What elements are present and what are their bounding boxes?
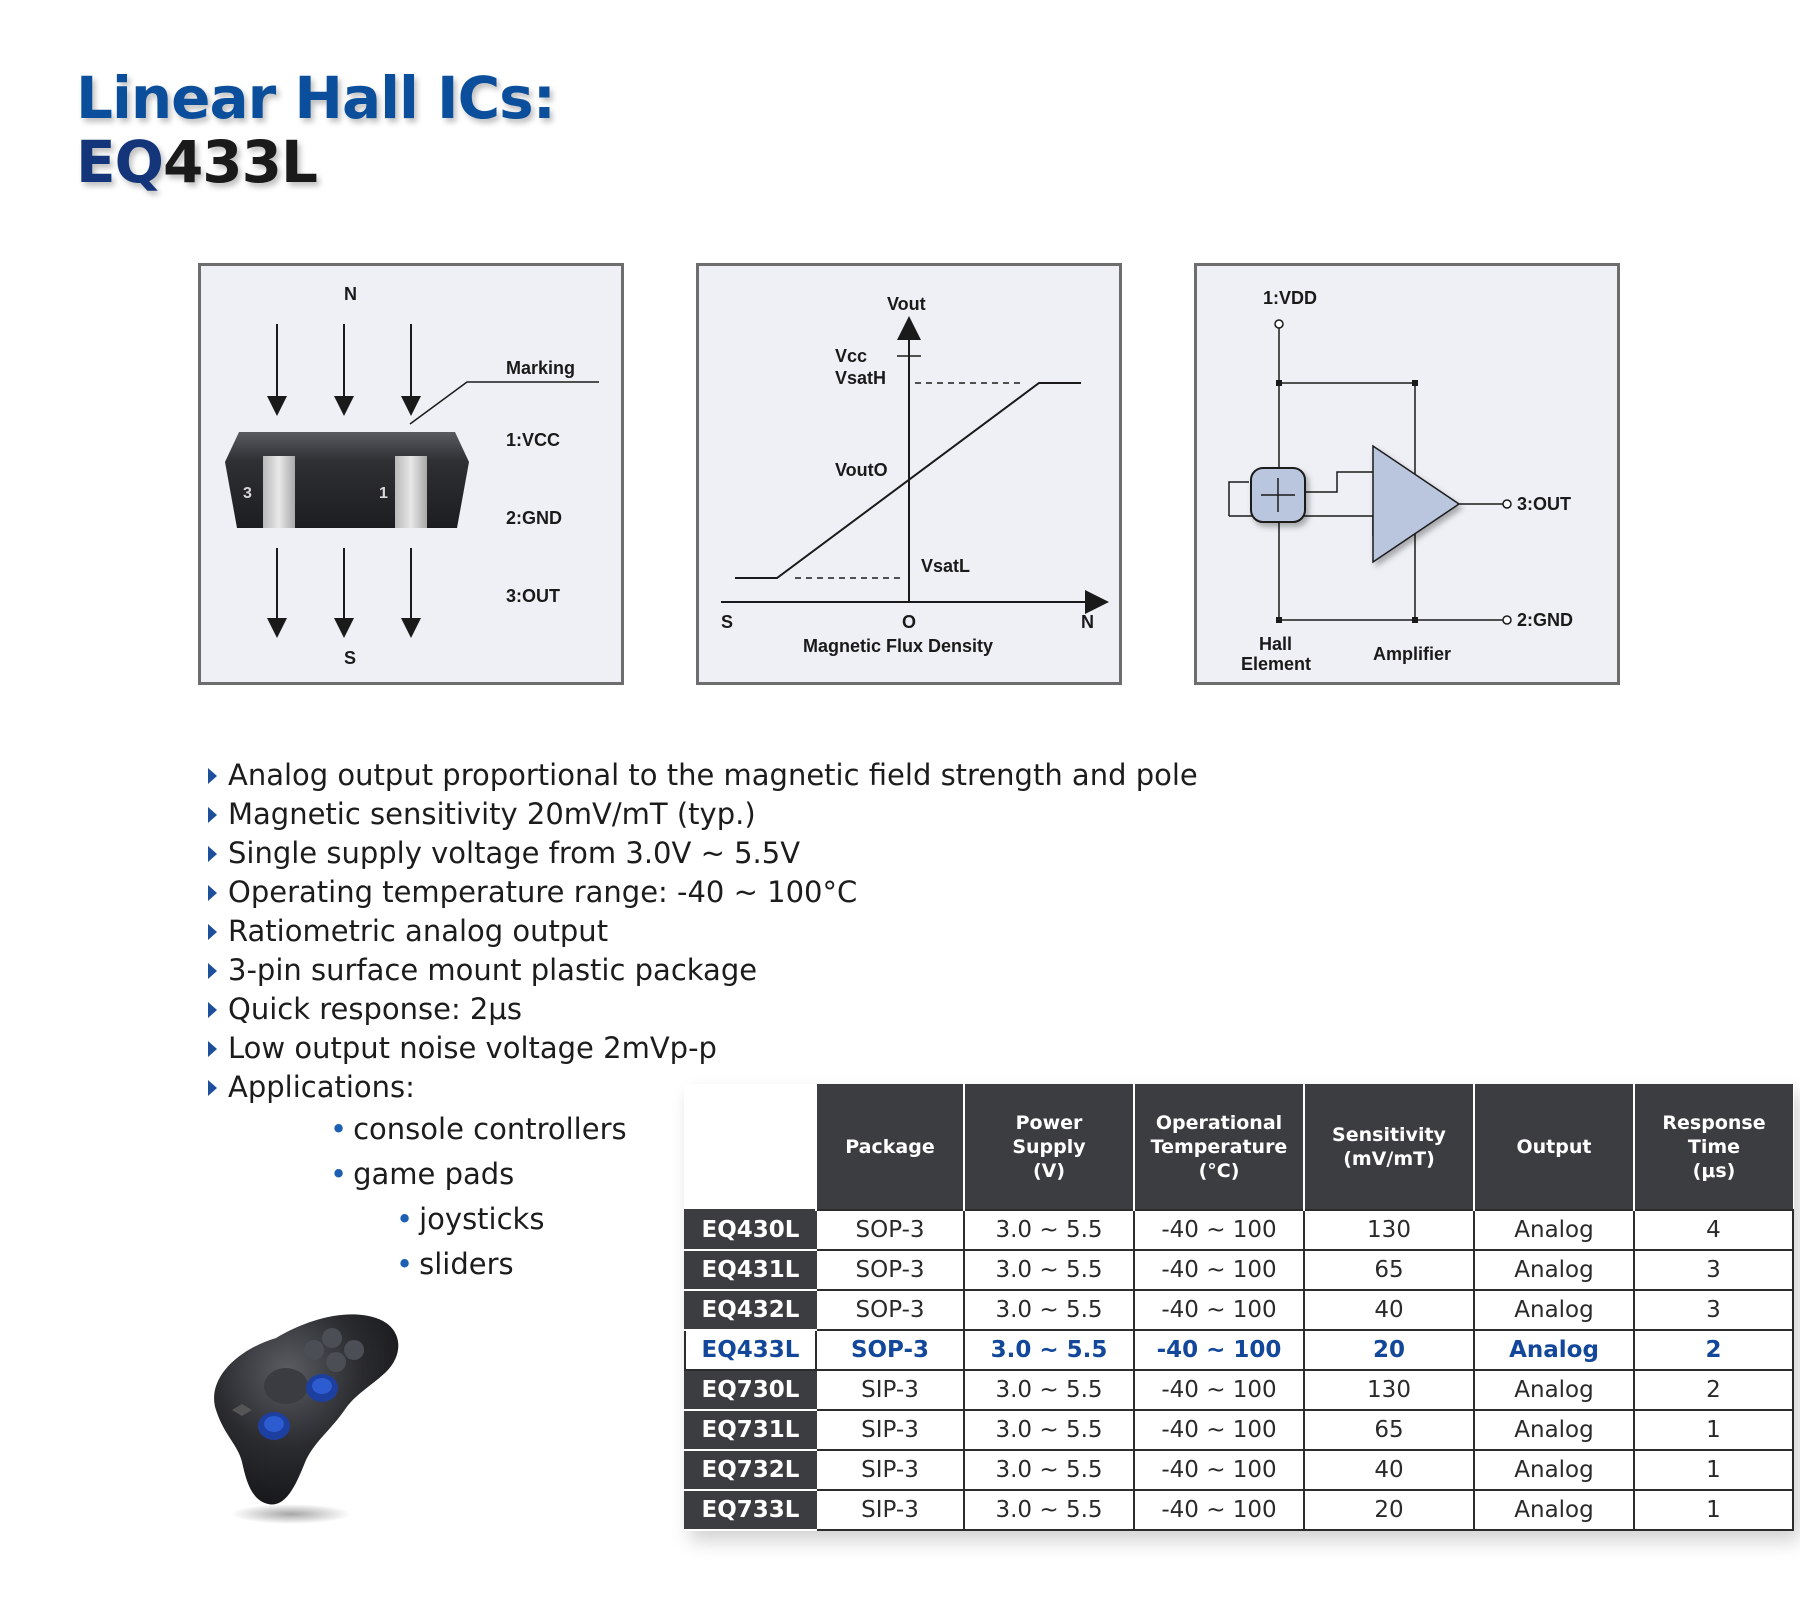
model-cell: EQ733L [685, 1490, 816, 1530]
table-row [685, 1450, 1793, 1490]
x-origin-label: O [902, 612, 917, 632]
transfer-graph [696, 263, 1122, 685]
feature-item-applications: Applications: [206, 1068, 1198, 1107]
vcc-label: Vcc [835, 346, 868, 366]
temperature-cell: -40 ~ 100 [1134, 1250, 1304, 1290]
supply-cell: 3.0 ~ 5.5 [964, 1370, 1134, 1410]
sensitivity-cell: 130 [1304, 1210, 1474, 1250]
response-cell: 1 [1634, 1410, 1793, 1450]
supply-cell: 3.0 ~ 5.5 [964, 1410, 1134, 1450]
temperature-cell: -40 ~ 100 [1134, 1410, 1304, 1450]
vsatl-label: VsatL [921, 556, 971, 576]
output-cell: Analog [1474, 1450, 1634, 1490]
response-cell: 3 [1634, 1290, 1793, 1330]
supply-cell: 3.0 ~ 5.5 [964, 1450, 1134, 1490]
response-cell: 3 [1634, 1250, 1793, 1290]
pole-south-label: S [344, 648, 357, 668]
package-cell: SOP-3 [816, 1210, 964, 1250]
supply-cell: 3.0 ~ 5.5 [964, 1490, 1134, 1530]
column-header-supply: Power Supply (V) [964, 1084, 1134, 1210]
feature-item: Analog output proportional to the magnetic field strength and pole [206, 756, 1198, 795]
sensitivity-cell: 40 [1304, 1290, 1474, 1330]
table-row [685, 1250, 1793, 1290]
bullet-dot-icon: • [330, 1112, 348, 1146]
out-label: 3:OUT [1517, 494, 1571, 514]
gnd-label: 2:GND [1517, 610, 1574, 630]
vdd-label: 1:VDD [1263, 288, 1318, 308]
feature-item: Low output noise voltage 2mVp-p [206, 1029, 1198, 1068]
output-cell: Analog [1474, 1410, 1634, 1450]
response-cell: 2 [1634, 1330, 1793, 1370]
temperature-cell: -40 ~ 100 [1134, 1210, 1304, 1250]
model-cell: EQ732L [685, 1450, 816, 1490]
pin1-label: 1:VCC [506, 430, 561, 450]
bullet-dot-icon: • [330, 1157, 348, 1191]
y-axis-label: Vout [887, 294, 926, 314]
output-cell: Analog [1474, 1290, 1634, 1330]
application-item [330, 1157, 514, 1191]
application-label: joysticks [419, 1202, 545, 1236]
vsath-label: VsatH [835, 368, 887, 388]
response-cell: 1 [1634, 1450, 1793, 1490]
hall-element-icon [1251, 468, 1305, 522]
chip-label-1: 1 [379, 485, 388, 502]
x-axis-label: Magnetic Flux Density [803, 636, 994, 656]
spec-table [684, 1084, 1794, 1531]
response-cell: 4 [1634, 1210, 1793, 1250]
package-cell: SIP-3 [816, 1490, 964, 1530]
application-label: game pads [353, 1157, 515, 1191]
response-cell: 1 [1634, 1490, 1793, 1530]
title-number: 433L [162, 128, 317, 196]
hall-label-line2: Element [1241, 654, 1312, 674]
bullet-dot-icon: • [396, 1247, 414, 1281]
feature-item: 3-pin surface mount plastic package [206, 951, 1198, 990]
temperature-cell: -40 ~ 100 [1134, 1330, 1304, 1370]
output-cell: Analog [1474, 1250, 1634, 1290]
output-cell: Analog [1474, 1490, 1634, 1530]
pin2-label: 2:GND [506, 508, 563, 528]
amplifier-icon [1373, 446, 1459, 562]
column-header-temperature: Operational Temperature (°C) [1134, 1084, 1304, 1210]
title-prefix: EQ [76, 128, 163, 196]
column-header-response: Response Time (μs) [1634, 1084, 1793, 1210]
application-item [330, 1112, 627, 1146]
sensitivity-cell: 130 [1304, 1370, 1474, 1410]
temperature-cell: -40 ~ 100 [1134, 1290, 1304, 1330]
table-row-highlighted [685, 1330, 1793, 1370]
temperature-cell: -40 ~ 100 [1134, 1450, 1304, 1490]
field-arrows-bottom [277, 548, 411, 628]
temperature-cell: -40 ~ 100 [1134, 1490, 1304, 1530]
table-row [685, 1490, 1793, 1530]
package-cell: SOP-3 [816, 1330, 964, 1370]
model-cell: EQ430L [685, 1210, 816, 1250]
temperature-cell: -40 ~ 100 [1134, 1370, 1304, 1410]
model-cell: EQ433L [685, 1330, 816, 1370]
supply-cell: 3.0 ~ 5.5 [964, 1330, 1134, 1370]
output-cell: Analog [1474, 1210, 1634, 1250]
column-header-package: Package [816, 1084, 964, 1210]
title-line-2 [76, 130, 555, 194]
gamepad-icon [196, 1290, 426, 1530]
feature-item: Quick response: 2μs [206, 990, 1198, 1029]
table-row [685, 1370, 1793, 1410]
table-header-row [685, 1084, 1793, 1210]
amplifier-label: Amplifier [1373, 644, 1452, 664]
model-cell: EQ730L [685, 1370, 816, 1410]
application-label: sliders [419, 1247, 514, 1281]
pin3-label: 3:OUT [506, 586, 560, 606]
package-cell: SIP-3 [816, 1410, 964, 1450]
feature-item: Magnetic sensitivity 20mV/mT (typ.) [206, 795, 1198, 834]
bullet-dot-icon: • [396, 1202, 414, 1236]
chip-label-3: 3 [243, 485, 252, 502]
supply-cell: 3.0 ~ 5.5 [964, 1250, 1134, 1290]
title-line-1: Linear Hall ICs: [76, 64, 555, 132]
table-row [685, 1290, 1793, 1330]
column-header-output: Output [1474, 1084, 1634, 1210]
model-cell: EQ431L [685, 1250, 816, 1290]
hall-label-line1: Hall [1259, 634, 1293, 654]
vouto-label: VoutO [835, 460, 888, 480]
table-corner [685, 1084, 816, 1210]
package-cell: SOP-3 [816, 1290, 964, 1330]
marking-leader-line [410, 382, 599, 424]
table-row [685, 1210, 1793, 1250]
page-title [76, 66, 555, 194]
field-arrows-top [277, 324, 411, 406]
marking-label: Marking [506, 358, 576, 378]
package-cell: SOP-3 [816, 1250, 964, 1290]
model-cell: EQ432L [685, 1290, 816, 1330]
feature-item: Single supply voltage from 3.0V ~ 5.5V [206, 834, 1198, 873]
application-label: console controllers [353, 1112, 627, 1146]
output-cell: Analog [1474, 1330, 1634, 1370]
sensitivity-cell: 65 [1304, 1250, 1474, 1290]
package-cell: SIP-3 [816, 1370, 964, 1410]
pole-north-label: N [344, 284, 357, 304]
feature-list [206, 756, 1198, 1107]
x-left-label: S [721, 612, 734, 632]
supply-cell: 3.0 ~ 5.5 [964, 1290, 1134, 1330]
application-item [396, 1247, 514, 1281]
supply-cell: 3.0 ~ 5.5 [964, 1210, 1134, 1250]
column-header-sensitivity: Sensitivity (mV/mT) [1304, 1084, 1474, 1210]
application-item [396, 1202, 544, 1236]
package-diagram [198, 263, 624, 685]
feature-item: Ratiometric analog output [206, 912, 1198, 951]
table-row [685, 1410, 1793, 1450]
sensitivity-cell: 40 [1304, 1450, 1474, 1490]
x-right-label: N [1081, 612, 1094, 632]
feature-item: Operating temperature range: -40 ~ 100°C [206, 873, 1198, 912]
sensitivity-cell: 20 [1304, 1330, 1474, 1370]
sensitivity-cell: 20 [1304, 1490, 1474, 1530]
output-cell: Analog [1474, 1370, 1634, 1410]
sensitivity-cell: 65 [1304, 1410, 1474, 1450]
response-cell: 2 [1634, 1370, 1793, 1410]
chip-body [225, 432, 469, 528]
package-cell: SIP-3 [816, 1450, 964, 1490]
circuit-diagram [1194, 263, 1620, 685]
model-cell: EQ731L [685, 1410, 816, 1450]
